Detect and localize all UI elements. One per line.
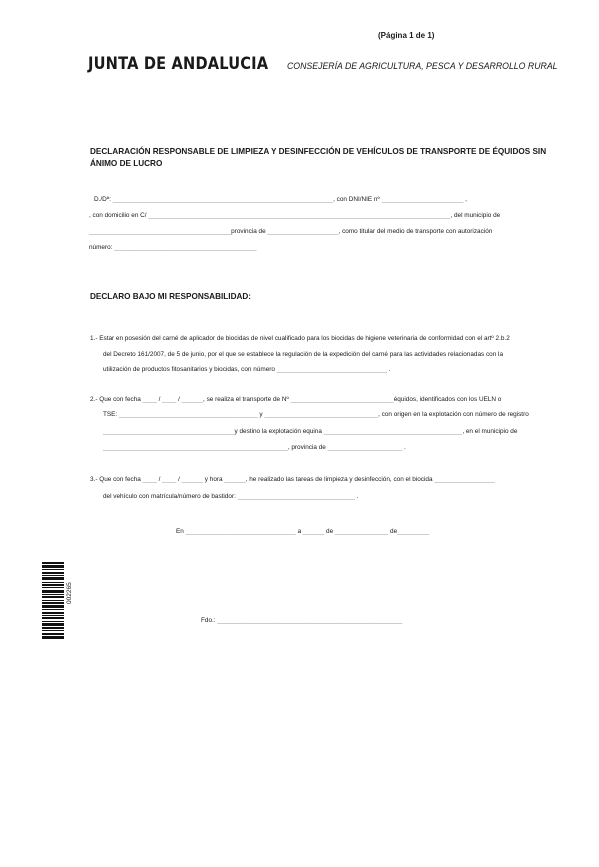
declarant-line-1: D./Dª: ______________________________________________________________, con DNI/NIE nº _______________________ ,: [94, 196, 467, 203]
tse-label: TSE:: [103, 411, 118, 418]
transport-label: , se realiza el transporte de Nº: [203, 396, 289, 403]
department-name: CONSEJERÍA DE AGRICULTURA, PESCA Y DESARROLLO RURAL: [287, 61, 558, 72]
authorization-label: , como titular del medio de transporte con autorización: [338, 228, 493, 235]
dni-label: , con DNI/NIE nº: [333, 196, 380, 203]
plate-label: del vehículo con matrícula/número de bastidor:: [103, 493, 236, 500]
destination-field[interactable]: _______________________________________: [323, 428, 463, 435]
item3-line-2: del vehículo con matrícula/número de bastidor: _________________________________ .: [103, 493, 359, 500]
date-label: 2.- Que con fecha: [90, 396, 141, 403]
sign-month-field[interactable]: _______________: [334, 528, 389, 535]
place-label: En: [176, 528, 184, 535]
name-field[interactable]: ______________________________________________________________: [112, 196, 334, 203]
and-label: y: [259, 411, 263, 418]
declarant-line-3: [89, 228, 492, 235]
day-label: a: [297, 528, 302, 535]
signature-line: [201, 617, 402, 624]
hour-field[interactable]: ______: [224, 476, 246, 483]
item2-line-3: [103, 428, 517, 435]
province-label: provincia de: [231, 228, 266, 235]
dest-province-field[interactable]: _____________________: [327, 444, 403, 451]
tse-from-field[interactable]: _______________________________________: [119, 411, 258, 418]
item2-line-4: ____________________________________________________, provincia de _____________________ .: [103, 444, 406, 451]
name-label: D./Dª:: [94, 196, 111, 203]
dni-field[interactable]: _______________________: [381, 196, 464, 203]
month-label: de: [326, 528, 334, 535]
item1-line-2: del Decreto 161/2007, de 5 de junio, por el que se establece la regulación de la expedición del carné para las actividades relacionadas con la: [103, 351, 504, 358]
barcode-number: 002265: [66, 582, 73, 604]
dest-municipality-field[interactable]: ____________________________________________________: [103, 444, 288, 451]
cleaning-year-field[interactable]: ______: [181, 476, 204, 483]
cleaning-date-label: 3.- Que con fecha: [90, 476, 141, 483]
signature-label: Fdo.:: [201, 617, 216, 624]
origin-registry-field[interactable]: _____________________________________: [103, 428, 235, 435]
item2-line-1: 2.- Que con fecha ____ / ____ / ______, se realiza el transporte de Nº _____________________________équidos, identificados con los UELN o: [90, 396, 502, 403]
document-title: DECLARACIÓN RESPONSABLE DE LIMPIEZA Y DESINFECCIÓN DE VEHÍCULOS DE TRANSPORTE DE ÉQUIDOS SIN ÁNIMO DE LUCRO: [90, 147, 547, 168]
municipality-label: , del municipio de: [450, 212, 501, 219]
biocide-field[interactable]: _________________: [434, 476, 495, 483]
place-date-line: [176, 528, 429, 535]
date-year-field[interactable]: ______: [181, 396, 204, 403]
cleaning-month-field[interactable]: ____: [162, 476, 177, 483]
address-field[interactable]: _____________________________________________________________________________________: [148, 212, 451, 219]
page-number: (Página 1 de 1): [378, 31, 435, 40]
authorization-number-field[interactable]: ________________________________________: [114, 244, 257, 251]
province-field[interactable]: ____________________: [267, 228, 339, 235]
date-day-field[interactable]: ____: [142, 396, 157, 403]
destination-label: y destino la explotación equina: [234, 428, 322, 435]
authorization-number-label: número:: [89, 244, 113, 251]
carne-number-label: utilización de productos fitosanitarios y biocidas, con número: [103, 366, 275, 373]
date-month-field[interactable]: ____: [162, 396, 177, 403]
declarant-line-2: [89, 212, 500, 219]
dest-province-label: , provincia de: [287, 444, 326, 451]
tse-to-field[interactable]: ________________________________: [264, 411, 379, 418]
carne-number-field[interactable]: _______________________________: [276, 366, 387, 373]
junta-logo: JUNTA DE ANDALUCIA: [88, 54, 269, 74]
barcode-image: [42, 562, 64, 652]
municipality-field[interactable]: ________________________________________: [89, 228, 232, 235]
item1-line-1: 1.- Estar en posesión del carné de aplicador de biocidas de nivel cualificado para los biocidas de higiene veterinaria de conformidad con el artº 2.b.2: [90, 335, 510, 342]
biocide-label: , he realizado las tareas de limpieza y desinfección, con el biocida: [245, 476, 433, 483]
place-field[interactable]: _______________________________: [185, 528, 296, 535]
cleaning-day-field[interactable]: ____: [142, 476, 157, 483]
dest-municipality-label: , en el municipio de: [462, 428, 518, 435]
item2-line-2: [103, 411, 529, 418]
declarant-line-4: [89, 244, 256, 251]
declaro-heading: DECLARO BAJO MI RESPONSABILIDAD:: [90, 292, 252, 301]
equids-count-field[interactable]: _____________________________: [290, 396, 394, 403]
ueln-label: équidos, identificados con los UELN o: [393, 396, 502, 403]
origin-label: , con origen en la explotación con número de registro: [378, 411, 529, 418]
item1-line-3: utilización de productos fitosanitarios y biocidas, con número _______________________________ .: [103, 366, 391, 373]
address-label: , con domicilio en C/: [89, 212, 147, 219]
signature-field[interactable]: ____________________________________________________: [217, 617, 403, 624]
year-label: de: [390, 528, 398, 535]
plate-field[interactable]: _________________________________: [237, 493, 355, 500]
sign-day-field[interactable]: ______: [302, 528, 325, 535]
item3-line-1: 3.- Que con fecha ____ / ____ / ______ y hora ______, he realizado las tareas de limpieza y desinfección, con el biocida _________________: [90, 476, 495, 483]
hour-label: y hora: [204, 476, 223, 483]
sign-year-field[interactable]: _________: [397, 528, 430, 535]
